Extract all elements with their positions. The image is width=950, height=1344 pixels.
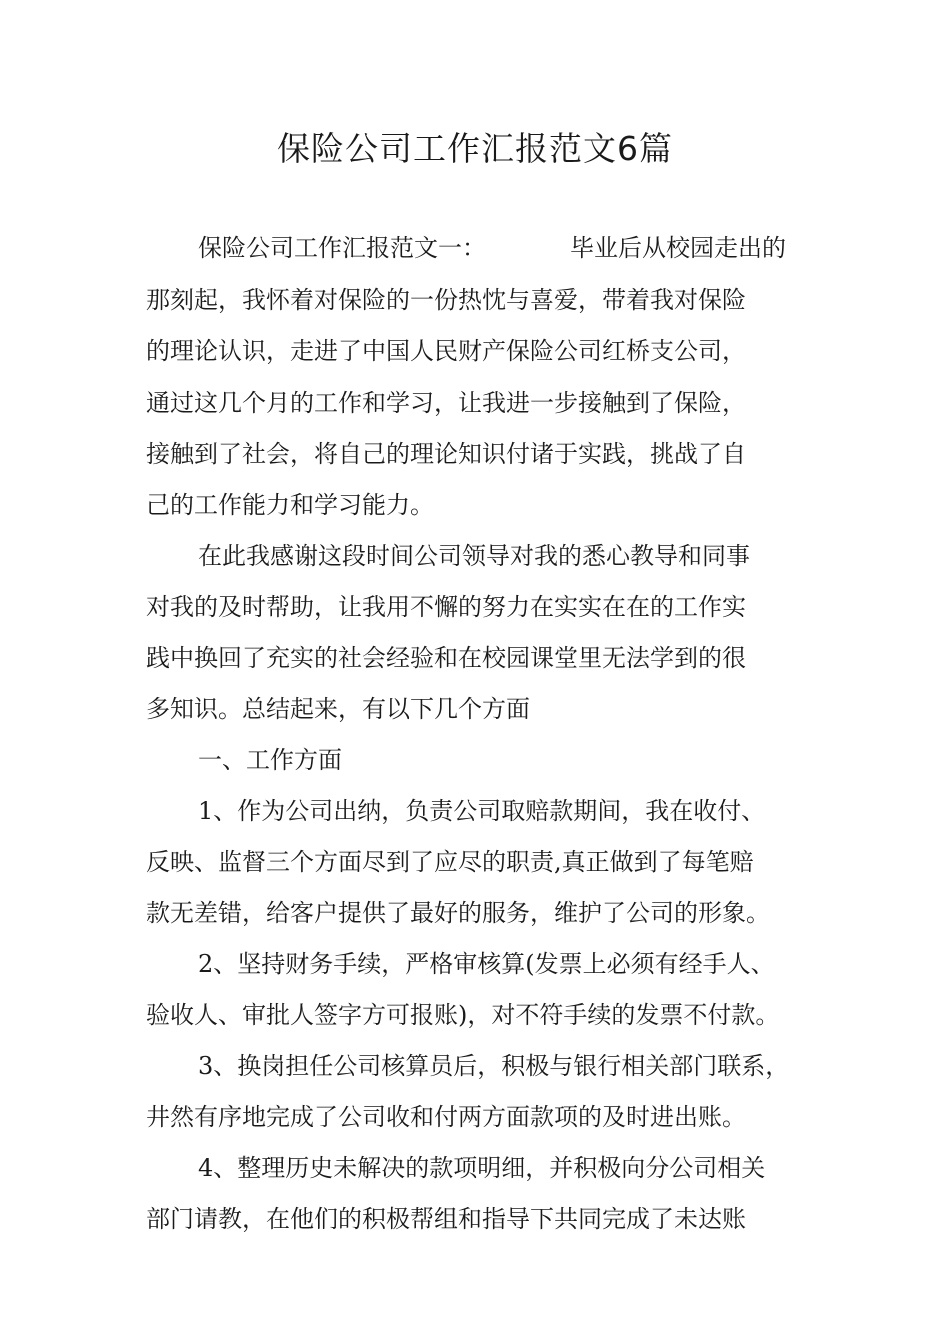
paragraph-line: 多知识。总结起来，有以下几个方面 [146,695,530,723]
paragraph-line: 2、坚持财务手续，严格审核算(发票上必须有经手人、 [198,950,775,978]
paragraph-line: 验收人、审批人签字方可报账)，对不符手续的发票不付款。 [146,1001,780,1029]
section-heading-inline: 保险公司工作汇报范文一： [198,234,486,262]
paragraph-text: 毕业后从校园走出的 [570,234,786,262]
paragraph-line: 通过这几个月的工作和学习，让我进一步接触到了保险， [146,389,746,417]
paragraph-line: 部门请教，在他们的积极帮组和指导下共同完成了未达账 [146,1205,746,1233]
paragraph-line: 井然有序地完成了公司收和付两方面款项的及时进出账。 [146,1103,746,1131]
paragraph-line: 款无差错，给客户提供了最好的服务，维护了公司的形象。 [146,899,770,927]
paragraph-line: 1、作为公司出纳，负责公司取赔款期间，我在收付、 [198,797,766,825]
paragraph-line: 3、换岗担任公司核算员后，积极与银行相关部门联系， [198,1052,790,1080]
paragraph-line: 对我的及时帮助，让我用不懈的努力在实实在在的工作实 [146,593,746,621]
document-title: 保险公司工作汇报范文6篇 [277,129,673,168]
paragraph-line: 4、整理历史未解决的款项明细，并积极向分公司相关 [198,1154,766,1182]
paragraph-line: 在此我感谢这段时间公司领导对我的悉心教导和同事 [198,542,750,570]
paragraph-line: 的理论认识，走进了中国人民财产保险公司红桥支公司， [146,337,746,365]
paragraph-line: 践中换回了充实的社会经验和在校园课堂里无法学到的很 [146,644,746,672]
section-heading: 一、工作方面 [198,746,342,774]
paragraph-line: 接触到了社会，将自己的理论知识付诸于实践，挑战了自 [146,440,746,468]
paragraph-line: 那刻起，我怀着对保险的一份热忱与喜爱，带着我对保险 [146,286,746,314]
paragraph-line: 己的工作能力和学习能力。 [146,491,434,519]
paragraph-line: 反映、监督三个方面尽到了应尽的职责,真正做到了每笔赔 [146,848,754,876]
paragraph-line [198,228,878,268]
